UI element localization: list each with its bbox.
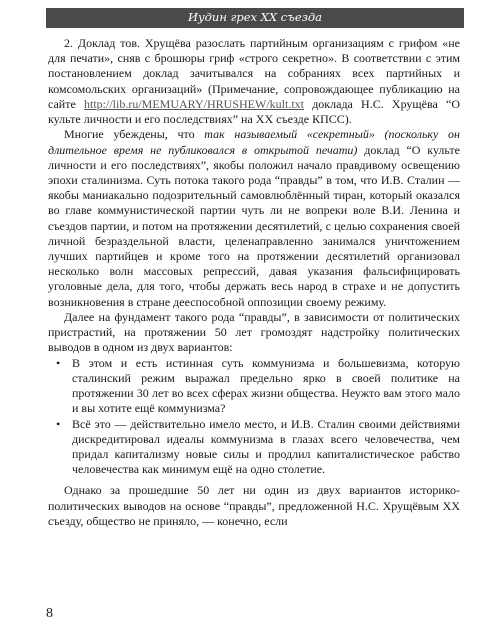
bullet-list <box>48 356 460 478</box>
paragraph-main-rest: доклад “О культе личности и его последствиях”, якобы положил начало правдивому освещению эпохи сталинизма. Суть потока такого рода “правды” в том, что И.В. Сталин — якобы маниакально подозрительный самовлюблённый тиран, который оказался во главе коммунистической партии чуть ли не вопреки воле В.И. Ленина и съездов партии, и потом на протяжении десятилетий, с целью сохранения своей личной безраздельной власти, целенаправленно занимался уничтожением лучших партийцев и кроме того на протяжении десятилетий организовал несколько волн массовых репрессий, давая указания фальсифицировать уголовные дела, для того, чтобы держать весь народ в страхе и не допустить возникновения в стране дееспособной оппозиции своему режиму. <box>48 142 461 309</box>
paragraph-note-text: 2. Доклад тов. Хрущёва разослать партийным организациям с грифом «не для печати», сняв с брошюры гриф «строго секретно». В соответствии с этим постановлением доклад зачитывался на собраниях всех партийных и комсомольских организаций» (Примечание, сопровождающее публикацию на сайте <box>48 36 460 111</box>
bullet-icon: • <box>56 416 61 431</box>
paragraph-main-italic: так называемый «секретный» (поскольку он длительное время не публиковался в открытой печати) <box>48 127 460 157</box>
source-link[interactable]: http://lib.ru/MEMUARY/HRUSHEW/kult.txt <box>83 96 304 111</box>
list-item-text: Всё это — действительно имело место, и И.В. Сталин своими действиями дискредитировал идеалы коммунизма в глазах всего человечества, чем придал капитализму новые силы и продлил капиталистическое рабство человечества как минимум ещё на одно столетие. <box>72 416 460 477</box>
bullet-icon: • <box>56 355 61 370</box>
running-header <box>46 8 464 28</box>
paragraph-note <box>48 36 460 127</box>
paragraph-main-start: Многие убеждены, что <box>64 127 195 142</box>
list-item <box>48 356 460 417</box>
page-body <box>48 36 460 529</box>
paragraph-intro-list: Далее на фундамент такого рода “правды”, в зависимости от политических пристрастий, на протяжении 50 лет громоздят надстройку политических выводов в одном из двух вариантов: <box>48 310 460 355</box>
paragraph-conclusion: Однако за прошедшие 50 лет ни один из двух вариантов историко-политических выводов на основе “правды”, предложенной Н.С. Хрущёвым XX съезду, общество не приняло, — конечно, если <box>48 483 460 528</box>
paragraph-main <box>48 127 460 309</box>
list-item-text: В этом и есть истинная суть коммунизма и большевизма, которую сталинский режим выражал предельно ярко в своей политике на протяжении 30 лет во всех сферах жизни общества. Неужто вам этого мало и вы хотите ещё коммунизма? <box>72 355 460 416</box>
paragraph-note-text-end: доклада Н.С. Хрущёва “О культе личности и его последствиях” на XX съезде КПСС). <box>48 96 460 127</box>
list-item <box>48 417 460 478</box>
running-header-title: Иудин грех XX съезда <box>187 10 323 24</box>
page-number: 8 <box>46 606 53 621</box>
